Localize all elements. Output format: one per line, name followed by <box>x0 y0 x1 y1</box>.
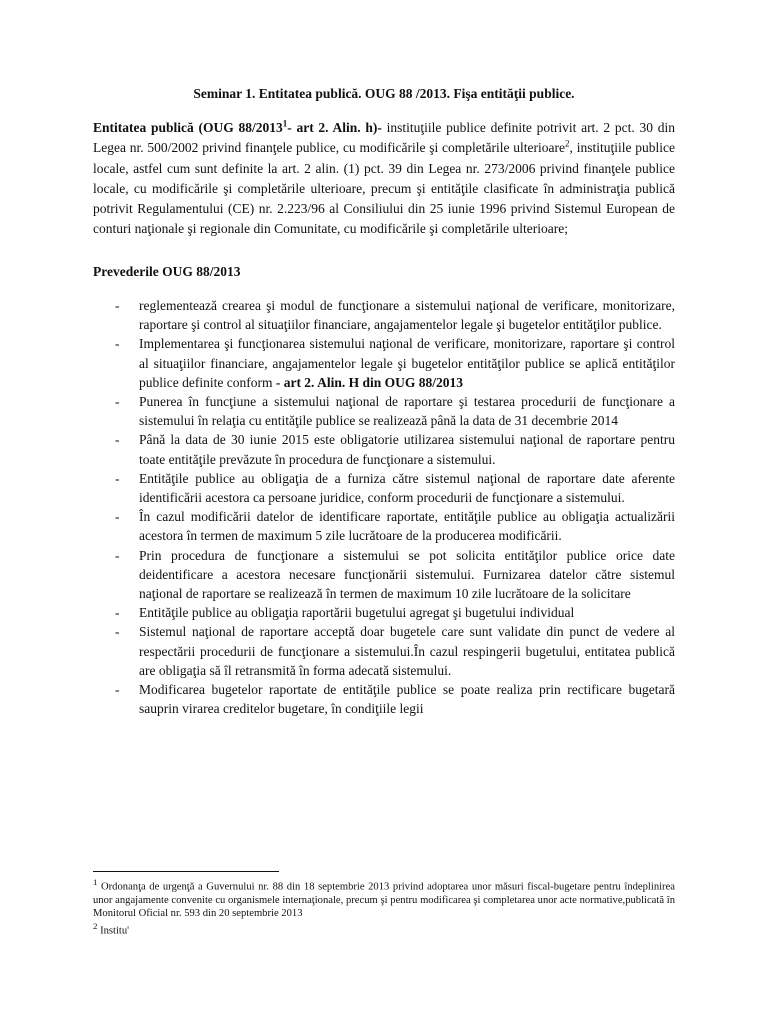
bullet-dash: - <box>115 298 120 313</box>
footnote-ref-2[interactable]: 2 <box>565 138 570 149</box>
list-item: - Prin procedura de funcţionare a sistemului se pot solicita entităţilor publice orice date deidentificare a acestora necesare funcţionării sistemului. Furnizarea datelor către sistemul naţional de raportare se realizează în termen de maximum 10 zile lucrătoare de la solicitare <box>115 547 675 602</box>
list-item: - Până la data de 30 iunie 2015 este obligatorie utilizarea sistemului naţional de raportare pentru toate entităţile prevăzute în procedura de funcţionare a sistemului. <box>115 432 675 467</box>
list-item: - Entităţile publice au obligaţia raportării bugetului agregat şi bugetului individual <box>93 603 675 622</box>
list-item: - În cazul modificării datelor de identificare raportate, entităţile publice au obligaţia actualizării acestora în termen de maximum 5 zile lucrătoare de la producerea modificării. <box>115 509 675 544</box>
bullet-dash: - <box>115 394 120 410</box>
bullet-dash: - <box>115 682 120 698</box>
list-item: - Implementarea şi funcţionarea sistemului naţional de verificare, monitorizare, raportare şi control al situaţiilor financiare, angajamentelor legale şi bugetelor entităţilor publice se aplică entităţilor publice definite conform - art 2. Alin. H din OUG 88/2013 <box>115 336 675 390</box>
footnote-separator <box>93 871 279 872</box>
intro-text-a: instituţiile publice definite potrivit art. 2 pct. 30 din Legea nr. 500/2002 privind finanţele publice, cu modificările şi completările ulterioare <box>93 120 675 156</box>
provisions-list <box>93 296 675 718</box>
bullet-dash: - <box>115 336 120 352</box>
footnote-ref-1[interactable]: 1 <box>282 118 288 129</box>
footnotes <box>93 876 675 938</box>
list-item: - reglementează crearea şi modul de funcţionare a sistemului naţional de verificare, monitorizare, raportare şi control al situaţiilor financiare, angajamentelor legale şi bugetelor entităţilor publice. <box>115 298 675 333</box>
footnote-2: $^2$ Institu' <box>93 921 130 937</box>
intro-paragraph <box>93 118 675 240</box>
document-title: Seminar 1. Entitatea publică. OUG 88 /2013. Fişa entităţii publice. <box>193 86 575 101</box>
list-item: - Modificarea bugetelor raportate de entităţile publice se poate realiza prin rectificare bugetară sauprin virarea creditelor bugetare, în condiţiile legii <box>115 682 675 717</box>
list-item: - Entităţile publice au obligaţia de a furniza către sistemul naţional de raportare date aferente identificării acestora ca persoane juridice, conform procedurii de funcţionare a sistemului. <box>115 470 675 506</box>
list-item: - Sistemul naţional de raportare acceptă doar bugetele care sunt validate din punct de vedere al respectării procedurii de funcţionare a sistemului.În cazul respingerii bugetului, entitatea publică are obligaţia să îl retransmită în forma adecată sistemului. <box>115 624 675 678</box>
bullet-dash: - <box>115 547 120 563</box>
list-item: - Punerea în funcţiune a sistemului naţional de raportare şi testarea procedurii de funcţionare a sistemului în relaţia cu entităţile publice se realizează până la data de 31 decembrie 2014 <box>115 394 675 429</box>
intro-term: Entitatea publică (OUG 88/2013$^1$- art 2. Alin. h)- <box>93 118 382 135</box>
intro-text-b: , instituţiile publice locale, astfel cum sunt definite la art. 2 alin. (1) pct. 39 din Legea nr. 273/2006 privind finanţele publice locale, cu modificările şi completările ulterioare, precum şi entităţile clasificate în administraţia publică potrivit Regulamentului (CE) nr. 2.223/96 al Consiliului din 25 iunie 1996 privind Sistemul European de conturi naţionale şi regionale din Comunitate, cu modificările şi completările ulterioare; <box>93 140 675 237</box>
section-heading: Prevederile OUG 88/2013 <box>93 264 241 279</box>
bullet-dash: - <box>115 509 120 525</box>
footnote-1: $^1$ Ordonanţa de urgenţă a Guvernului nr. 88 din 18 septembrie 2013 privind adoptarea unor măsuri fiscal-bugetare pentru îndeplinirea unor angajamente convenite cu organismele internaţionale, precum şi pentru modificarea şi completarea unor acte normative,publicată în Monitorul Oficial nr. 593 din 20 septembrie 2013 <box>93 877 675 919</box>
bullet-dash: - <box>115 432 120 448</box>
bullet-dash: - <box>115 470 120 486</box>
bullet-dash: - <box>115 624 120 640</box>
bullet-dash: - <box>115 605 120 621</box>
